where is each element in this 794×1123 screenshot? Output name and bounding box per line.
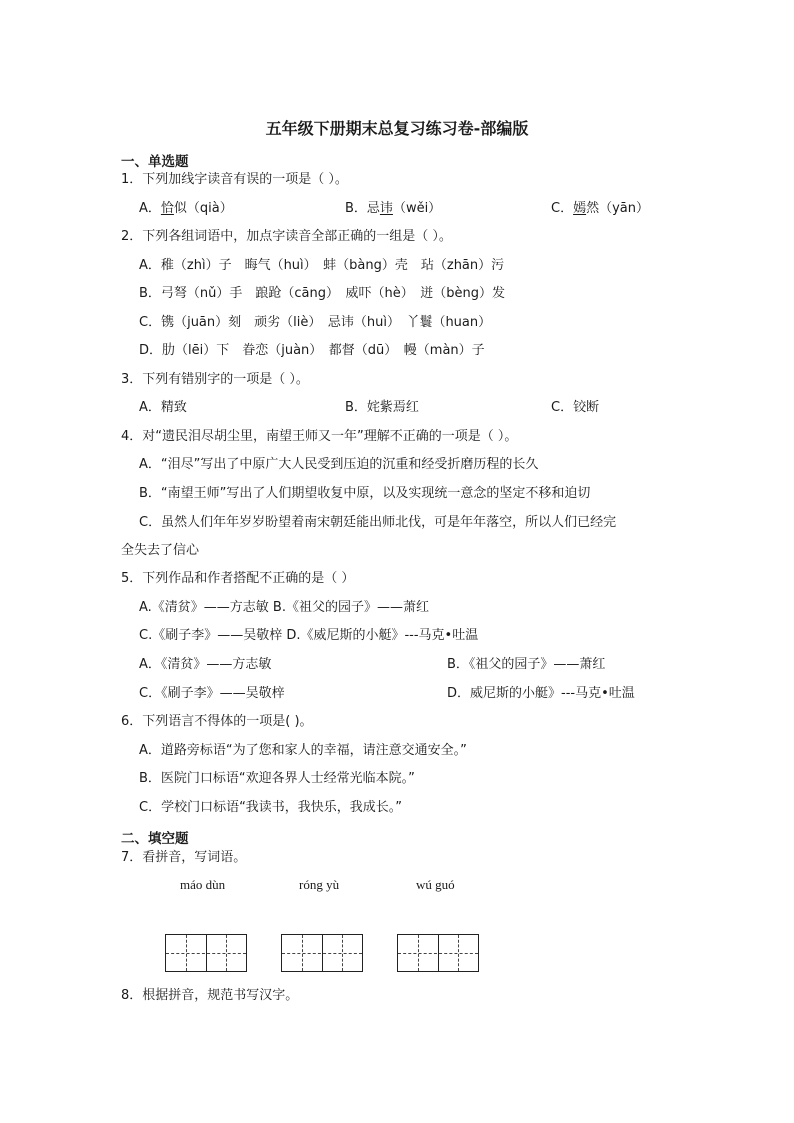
- question-6-option-a[interactable]: A．道路旁标语“为了您和家人的幸福，请注意交通安全。”: [139, 743, 467, 758]
- question-3-option-b[interactable]: B．姹紫焉红: [345, 400, 419, 415]
- section-heading-single-choice: 一、单选题: [121, 154, 189, 170]
- question-5-option-c[interactable]: C．《刷子李》——吴敬梓: [139, 686, 285, 701]
- question-1-option-b[interactable]: B．忌讳（wěi）: [345, 201, 442, 216]
- underlined-char: 恰: [160, 201, 174, 216]
- question-5-option-b[interactable]: B．《祖父的园子》——萧红: [447, 657, 606, 672]
- question-5-pairing-line-2: C.《刷子李》——吴敬梓 D.《威尼斯的小艇》---马克•吐温: [139, 628, 479, 643]
- question-5-option-d[interactable]: D．威尼斯的小艇》---马克•吐温: [447, 686, 635, 701]
- page-title: 五年级下册期末总复习练习卷-部编版: [265, 119, 529, 138]
- question-5-pairing-line-1: A.《清贫》——方志敏 B.《祖父的园子》——萧红: [139, 600, 429, 615]
- pinyin-1: máo dùn: [180, 877, 226, 892]
- question-2-option-c[interactable]: C．镌（juān）刻 顽劣（liè） 忌讳（huì） 丫鬟（huan）: [139, 315, 492, 330]
- writing-grid-1[interactable]: [165, 934, 247, 972]
- question-4-option-c-continued: 全失去了信心: [121, 543, 200, 558]
- pinyin-2: róng yù: [299, 877, 340, 892]
- question-4-option-b[interactable]: B．“南望王师”写出了人们期望收复中原，以及实现统一意念的坚定不移和迫切: [139, 486, 591, 501]
- underlined-char: 讳: [379, 201, 393, 216]
- question-4-stem: 4．对“遗民泪尽胡尘里，南望王师又一年”理解不正确的一项是（ ）。: [121, 429, 518, 444]
- section-heading-fill-in: 二、填空题: [121, 831, 189, 847]
- writing-grid-2[interactable]: [281, 934, 363, 972]
- question-5-option-a[interactable]: A．《清贫》——方志敏: [139, 657, 272, 672]
- pinyin-3: wú guó: [416, 877, 455, 892]
- question-3-option-a[interactable]: A．精致: [139, 400, 187, 415]
- question-6-stem: 6．下列语言不得体的一项是( )。: [121, 714, 313, 729]
- question-8-stem: 8．根据拼音，规范书写汉字。: [121, 988, 299, 1003]
- question-1-stem: 1．下列加线字读音有误的一项是（ ）。: [121, 172, 348, 187]
- underlined-char: 嫣: [573, 201, 587, 216]
- question-2-option-b[interactable]: B．弓弩（nǔ）手 踉跄（cāng） 威吓（hè） 迸（bèng）发: [139, 286, 505, 301]
- question-3-stem: 3．下列有错别字的一项是（ ）。: [121, 372, 309, 387]
- question-2-stem: 2．下列各组词语中，加点字读音全部正确的一组是（ ）。: [121, 229, 452, 244]
- writing-grid-3[interactable]: [397, 934, 479, 972]
- question-7-stem: 7．看拼音，写词语。: [121, 850, 247, 865]
- question-6-option-b[interactable]: B．医院门口标语“欢迎各界人士经常光临本院。”: [139, 771, 415, 786]
- question-2-option-a[interactable]: A．稚（zhì）子 晦气（huì） 蚌（bàng）壳 玷（zhān）污: [139, 258, 505, 273]
- question-2-option-d[interactable]: D．肋（lēi）下 眷恋（juàn） 都督（dū） 幔（màn）子: [139, 343, 485, 358]
- question-4-option-a[interactable]: A．“泪尽”写出了中原广大人民受到压迫的沉重和经受折磨历程的长久: [139, 457, 539, 472]
- question-3-option-c[interactable]: C．铰断: [551, 400, 600, 415]
- question-5-stem: 5．下列作品和作者搭配不正确的是（ ）: [121, 571, 355, 586]
- question-4-option-c[interactable]: C．虽然人们年年岁岁盼望着南宋朝廷能出师北伐，可是年年落空，所以人们已经完: [139, 515, 617, 530]
- question-1-option-c[interactable]: C．嫣然（yān）: [551, 201, 649, 216]
- question-1-option-a[interactable]: A．恰似（qià）: [139, 201, 233, 216]
- question-6-option-c[interactable]: C．学校门口标语“我读书，我快乐，我成长。”: [139, 800, 403, 815]
